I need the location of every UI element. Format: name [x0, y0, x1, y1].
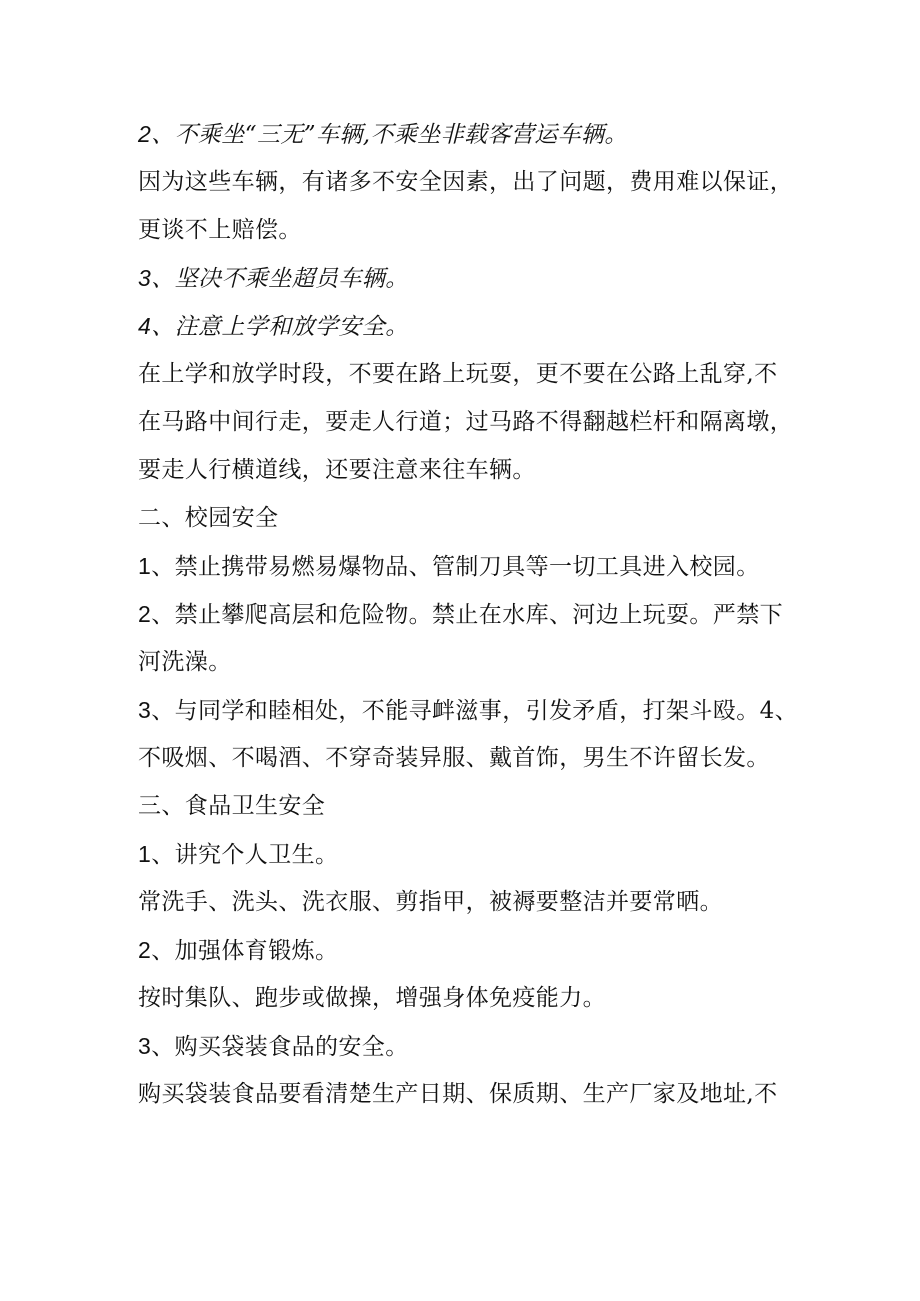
paragraph-line: 在马路中间行走，要走人行道；过马路不得翻越栏杆和隔离墩， — [138, 409, 794, 435]
item-line — [138, 590, 788, 638]
item-text: 、禁止携带易燃易爆物品、管制刀具等一切工具进入校园。 — [151, 554, 760, 580]
document-page — [138, 110, 799, 1118]
item-text: 、注意上学和放学安全。 — [151, 314, 409, 340]
item-line — [138, 302, 788, 350]
item-number: 2 — [138, 601, 152, 627]
item-line — [138, 254, 788, 302]
paragraph-line: 常洗手、洗头、洗衣服、剪指甲，被褥要整洁并要常晒。 — [138, 889, 723, 915]
item-number: 3 — [138, 265, 152, 291]
section-heading: 二、校园安全 — [138, 505, 279, 531]
item-text: 、讲究个人卫生。 — [151, 842, 339, 868]
item-number: 1 — [138, 841, 152, 867]
item-text: 、加强体育锻炼。 — [151, 938, 339, 964]
item-line — [138, 686, 799, 734]
item-text: 、禁止攀爬高层和危险物。禁止在水库、河边上玩耍。严禁下 — [151, 602, 784, 628]
item-text: 、不乘坐“三无”车辆,不乘坐非载客营运车辆。 — [151, 122, 628, 148]
item-line — [138, 542, 788, 590]
item-line — [138, 1022, 788, 1070]
item-text: 、坚决不乘坐超员车辆。 — [151, 266, 409, 292]
section-heading: 三、食品卫生安全 — [138, 793, 326, 819]
item-line — [138, 110, 788, 158]
item-number: 2 — [138, 937, 152, 963]
item-number: 3 — [138, 1033, 152, 1059]
item-number: 4 — [138, 313, 152, 339]
item-text: 、与同学和睦相处，不能寻衅滋事，引发矛盾，打架斗殴。4、 — [151, 698, 799, 724]
item-number: 2 — [138, 121, 152, 147]
item-number: 1 — [138, 553, 152, 579]
item-line — [138, 830, 788, 878]
paragraph-line: 在上学和放学时段，不要在路上玩耍，更不要在公路上乱穿,不 — [138, 361, 778, 387]
paragraph-line: 要走人行横道线，还要注意来往车辆。 — [138, 457, 536, 483]
item-line — [138, 926, 788, 974]
paragraph-line: 更谈不上赔偿。 — [138, 217, 302, 243]
paragraph-line: 购买袋装食品要看清楚生产日期、保质期、生产厂家及地址,不 — [138, 1081, 778, 1107]
item-number: 3 — [138, 697, 152, 723]
paragraph-line: 不吸烟、不喝酒、不穿奇装异服、戴首饰，男生不许留长发。 — [138, 745, 770, 771]
paragraph-line: 河洗澡。 — [138, 649, 232, 675]
paragraph-line: 按时集队、跑步或做操，增强身体免疫能力。 — [138, 985, 606, 1011]
paragraph-line: 因为这些车辆，有诸多不安全因素，出了问题，费用难以保证， — [138, 169, 794, 195]
item-text: 、购买袋装食品的安全。 — [151, 1034, 409, 1060]
